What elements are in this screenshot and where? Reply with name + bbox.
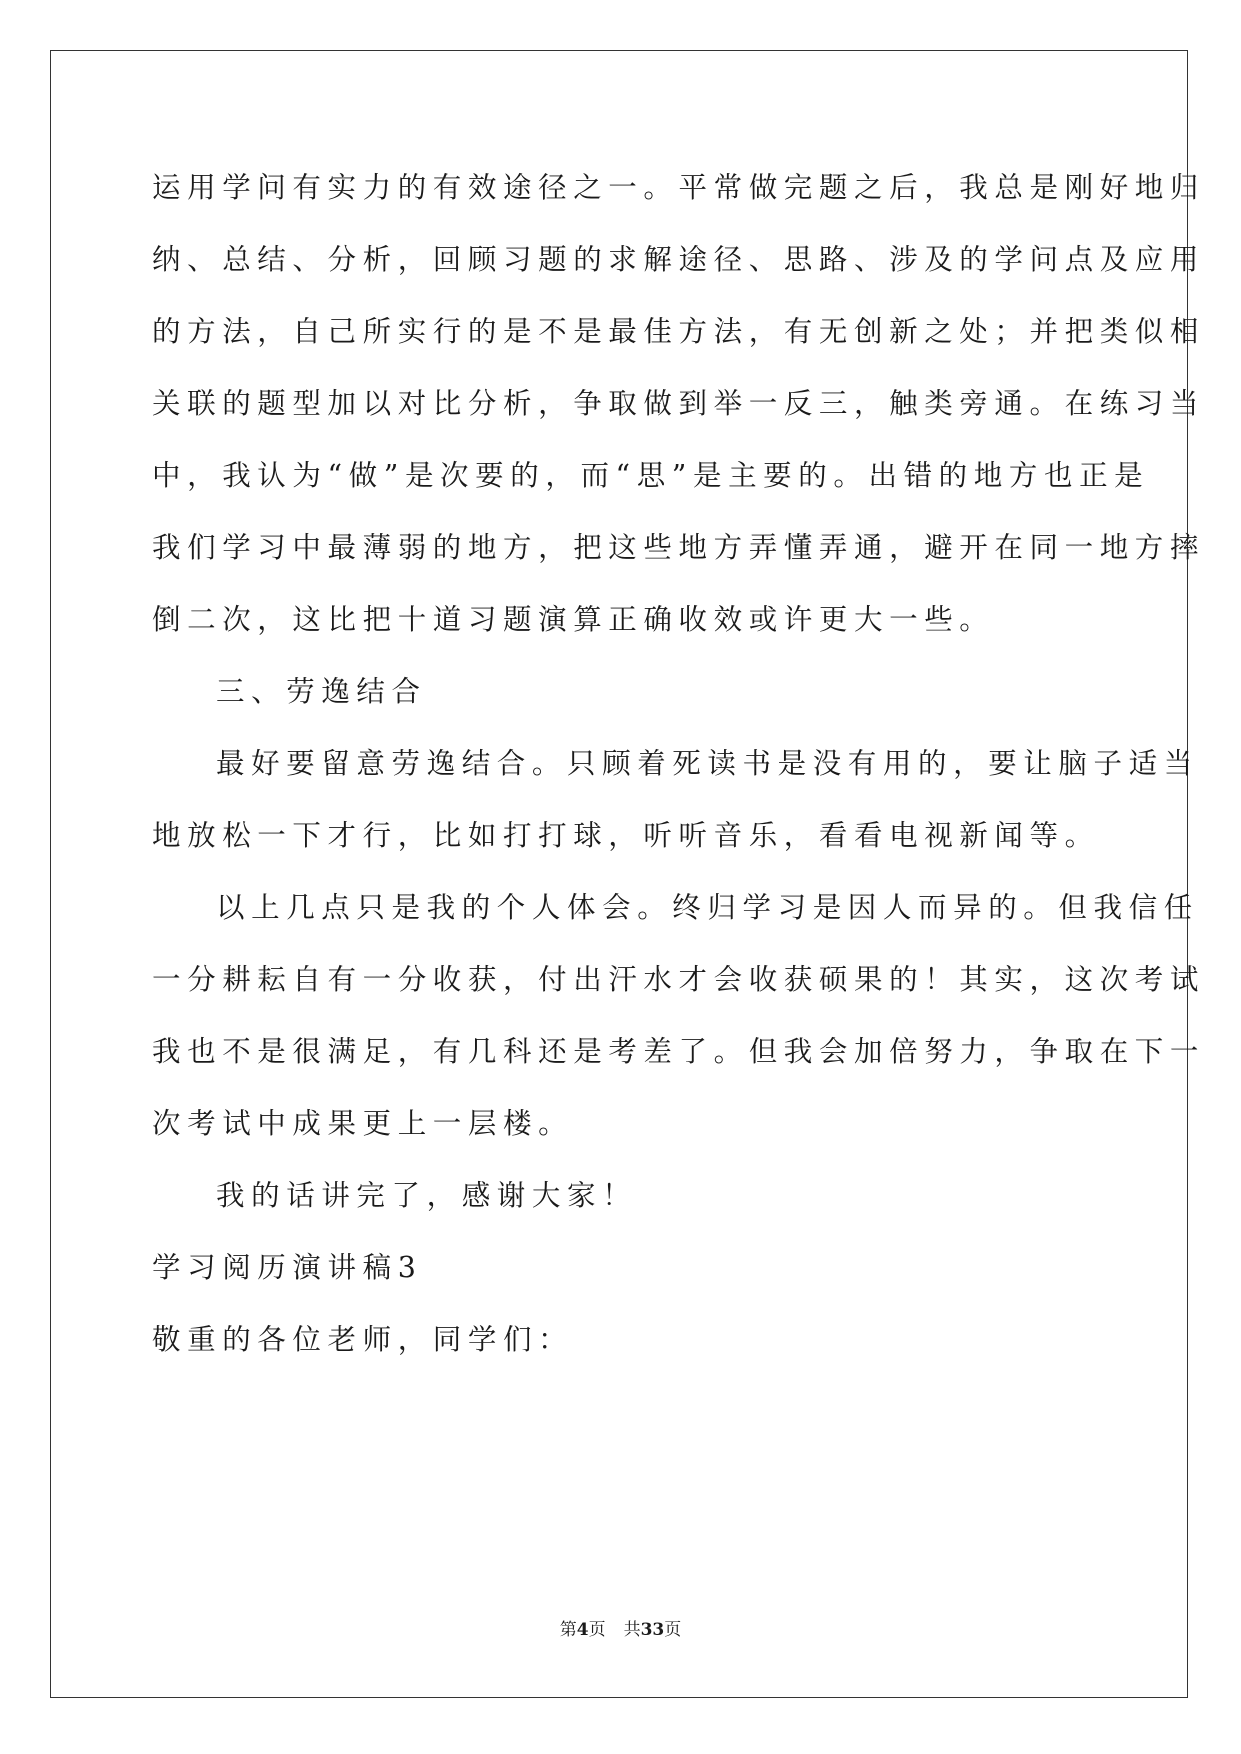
body-line: 中，我认为“做”是次要的，而“思”是主要的。出错的地方也正是 [152, 459, 1150, 492]
page-number: 4 [576, 1620, 589, 1640]
body-line: 我们学习中最薄弱的地方，把这些地方弄懂弄通，避开在同一地方摔 [152, 531, 1206, 564]
document-title: 学习阅历演讲稿3 [152, 1251, 423, 1284]
body-line: 以上几点只是我的个人体会。终归学习是因人而异的。但我信任 [216, 891, 1199, 924]
body-line: 运用学问有实力的有效途径之一。平常做完题之后，我总是刚好地归 [152, 171, 1206, 204]
body-line: 的方法，自己所实行的是不是最佳方法，有无创新之处；并把类似相 [152, 315, 1206, 348]
body-line: 最好要留意劳逸结合。只顾着死读书是没有用的，要让脑子适当 [216, 747, 1199, 780]
page-footer [0, 1619, 1241, 1641]
body-line: 倒二次，这比把十道习题演算正确收效或许更大一些。 [152, 603, 995, 636]
body-line: 我的话讲完了，感谢大家！ [216, 1179, 638, 1212]
page-frame [50, 50, 1188, 1698]
body-line: 一分耕耘自有一分收获，付出汗水才会收获硕果的！其实，这次考试 [152, 963, 1206, 996]
body-line: 纳、总结、分析，回顾习题的求解途径、思路、涉及的学问点及应用 [152, 243, 1206, 276]
page-suffix: 页 [588, 1620, 606, 1640]
salutation: 敬重的各位老师，同学们： [152, 1323, 574, 1356]
body-line: 次考试中成果更上一层楼。 [152, 1107, 574, 1140]
body-line: 我也不是很满足，有几科还是考差了。但我会加倍努力，争取在下一 [152, 1035, 1206, 1068]
page-prefix: 第 [559, 1620, 577, 1640]
total-suffix: 页 [664, 1620, 682, 1640]
section-heading: 三、劳逸结合 [216, 675, 427, 708]
body-line: 地放松一下才行，比如打打球，听听音乐，看看电视新闻等。 [152, 819, 1100, 852]
total-pages: 33 [640, 1620, 665, 1640]
total-prefix: 共 [623, 1620, 641, 1640]
body-line: 关联的题型加以对比分析，争取做到举一反三，触类旁通。在练习当 [152, 387, 1206, 420]
